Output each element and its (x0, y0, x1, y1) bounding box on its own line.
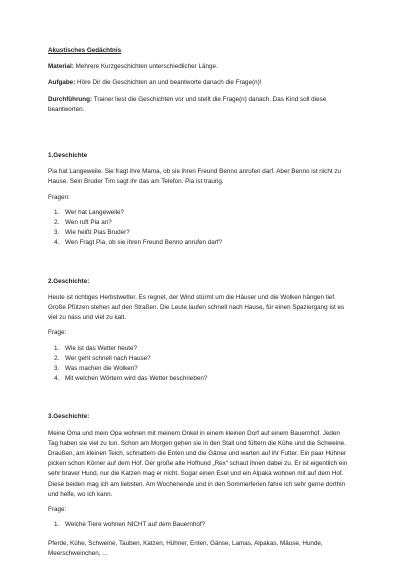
story2-question-list (48, 344, 350, 385)
story3-question-list (48, 520, 350, 530)
story3-question: 1. Welche Tiere wohnen NICHT auf dem Bauernhof? (61, 520, 350, 530)
document-title: Akustisches Gedächtnis (48, 47, 122, 54)
story1-question: 3. Wie heißt Pias Bruder? (61, 228, 350, 238)
story2-question: 2. Wer geht schnell nach Hause? (61, 354, 350, 364)
story3-answer-options: Pferde, Kühe, Schweine, Tauben, Katzen, Hühner, Enten, Gänse, Lamas, Alpakas, Mäuse, Hunde, Meerschweinchen, ... (48, 539, 323, 557)
story2-heading: 2.Geschichte: (48, 277, 90, 285)
story3-text: Meine Oma und mein Opa wohnen mit meinem Onkel in einem kleinen Dorf auf einem Bauernhof. Jeden Tag haben sie viel zu tun. Schon am Morgen gehen sie in den Stall und füttern die Kühe und die Schweine. Draußen, am kleinen Teich, schnattern die Enten und die Gänse und warten auf ihr Futter. Ein paar Hühner picken schon Körner auf dem Hof. Der große alte Hofhund „Rex“ schaut ihnen dabei zu. Er ist eigentlich ein sehr braver Hund, nur die Katzen mag er nicht. Sogar einen Esel und ein Alpaka wohnen mit auf dem Hof. Diese beiden mag ich am liebsten. Am Wochenende und in den Sommerferien fahre ich sehr gerne dorthin und helfe, wo ich kann. (48, 429, 348, 498)
story1-text: Pia hat Langeweile. Sie fragt ihre Mama, ob sie ihren Freund Benno anrufen darf. Aber Benno ist nicht zu Hause. Sein Bruder Tim sagt ihr das am Telefon. Pia ist traurig. (48, 168, 341, 186)
story2-text: Heute ist richtiges Herbstwetter. Es regnet, der Wind stürmt um die Häuser und die Wolken hängen tief. Große Pfützen stehen auf den Straßen. Die Leute laufen schnell nach Hause, für einen Spaziergang ist es viel zu nass und viel zu kalt. (48, 293, 345, 322)
aufgabe-text: Höre Dir die Geschichten an und beantworte danach die Frage(n)! (75, 79, 262, 87)
aufgabe-label: Aufgabe: (48, 79, 76, 87)
story1-heading: 1.Geschichte (48, 152, 88, 160)
story3-questions-label: Frage: (48, 506, 67, 514)
story1-questions-label: Fragen: (48, 193, 70, 201)
story1-question-list (48, 208, 350, 249)
story2-question: 1. Wie ist das Wetter heute? (61, 344, 350, 354)
story3-heading: 3.Geschichte: (48, 413, 90, 421)
material-line (48, 62, 350, 72)
aufgabe-line (48, 78, 350, 88)
durchfuehrung-line (48, 95, 350, 115)
durchfuehrung-label: Durchführung: (48, 95, 93, 103)
story2-question: 3. Was machen die Wolken? (61, 364, 350, 374)
story1-question: 2. Wen ruft Pia an? (61, 218, 350, 228)
material-text: Mehrere Kurzgeschichten unterschiedlicher Länge. (73, 63, 218, 71)
material-label: Material: (48, 63, 74, 71)
story2-question: 4. Mit welchen Wörtern wird das Wetter beschrieben? (61, 374, 350, 384)
durchfuehrung-text: Trainer liest die Geschichten vor und stellt die Frage(n) danach. Das Kind soll diese beantworten. (48, 95, 327, 113)
story1-question: 4. Wen Fragt Pia, ob sie ihren Freund Benno anrufen darf? (61, 238, 350, 248)
story2-questions-label: Frage: (48, 329, 67, 337)
story1-question: 1. Wer hat Langeweile? (61, 208, 350, 218)
